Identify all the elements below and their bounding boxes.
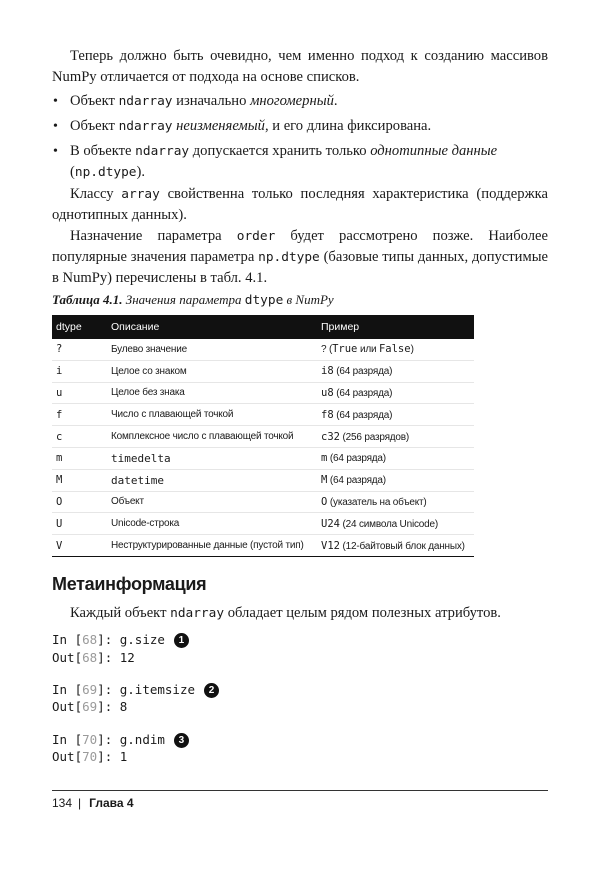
code-output-line: Out[70]: 1 <box>52 749 128 764</box>
cell-description: Целое без знака <box>107 382 317 404</box>
bullet-dot-icon: • <box>53 144 58 159</box>
callout-3-icon: 3 <box>174 733 189 748</box>
chapter-label: Глава 4 <box>89 796 134 810</box>
cell-description: datetime <box>107 469 317 491</box>
cell-dtype: c <box>52 426 107 448</box>
bullet-item-3: • В объекте ndarray допускается хранить только однотипные данные (np.dtype). <box>53 143 498 180</box>
table-row <box>52 339 474 360</box>
array-class-paragraph: Классу array свойственна только последняя характеристика (поддержка однотипных данных). <box>52 186 548 223</box>
cell-description: Unicode-строка <box>107 513 317 535</box>
code-input-line: In [70]: g.ndim 3 <box>52 732 189 748</box>
order-paragraph: Назначение параметра order будет рассмотрено позже. Наиболее популярные значения параметра np.dtype (базовые типы данных, допустимые в NumPy) перечислены в табл. 4.1. <box>52 228 549 286</box>
callout-2-icon: 2 <box>204 683 219 698</box>
callout-1-icon: 1 <box>174 633 189 648</box>
dtype-table <box>52 315 474 557</box>
cell-dtype: ? <box>52 339 107 360</box>
table-row <box>52 360 474 382</box>
cell-example: u8 (64 разряда) <box>317 382 474 404</box>
table-row <box>52 426 474 448</box>
section-heading: Метаинформация <box>52 574 207 594</box>
table-row <box>52 382 474 404</box>
section-paragraph: Каждый объект ndarray обладает целым рядом полезных атрибутов. <box>70 605 501 621</box>
cell-description: timedelta <box>107 447 317 469</box>
cell-example: f8 (64 разряда) <box>317 404 474 426</box>
intro-paragraph <box>52 46 548 88</box>
cell-example: i8 (64 разряда) <box>317 360 474 382</box>
table-row <box>52 535 474 557</box>
cell-dtype: O <box>52 491 107 513</box>
header-example: Пример <box>317 315 474 339</box>
table-caption: Таблица 4.1. Значения параметра dtype в NumPy <box>52 292 334 308</box>
cell-example: O (указатель на объект) <box>317 491 474 513</box>
bullet-item-1: • Объект ndarray изначально многомерный. <box>70 91 540 112</box>
footer-separator: | <box>78 796 82 810</box>
cell-example: m (64 разряда) <box>317 447 474 469</box>
bullet-dot-icon: • <box>53 94 58 109</box>
page-footer <box>52 796 134 810</box>
cell-example: c32 (256 разрядов) <box>317 426 474 448</box>
page-number: 134 <box>52 796 73 810</box>
table-row <box>52 513 474 535</box>
bullet-dot-icon: • <box>53 119 58 134</box>
table-row <box>52 469 474 491</box>
cell-dtype: V <box>52 535 107 557</box>
cell-dtype: u <box>52 382 107 404</box>
code-input-line: In [69]: g.itemsize 2 <box>52 682 219 698</box>
footer-divider <box>52 790 548 791</box>
code-output-line: Out[69]: 8 <box>52 699 128 714</box>
table-row <box>52 404 474 426</box>
cell-description: Неструктурированные данные (пустой тип) <box>107 535 317 557</box>
code-output-line: Out[68]: 12 <box>52 650 135 665</box>
cell-dtype: i <box>52 360 107 382</box>
table-row <box>52 447 474 469</box>
cell-description: Целое со знаком <box>107 360 317 382</box>
cell-dtype: m <box>52 447 107 469</box>
cell-example: ? (True или False) <box>317 339 474 360</box>
table-row <box>52 491 474 513</box>
code-input-line: In [68]: g.size 1 <box>52 632 189 648</box>
bullet-item-2: • Объект ndarray неизменяемый, и его длина фиксирована. <box>70 116 540 137</box>
header-description: Описание <box>107 315 317 339</box>
cell-description: Число с плавающей точкой <box>107 404 317 426</box>
header-dtype: dtype <box>52 315 107 339</box>
cell-dtype: f <box>52 404 107 426</box>
cell-description: Комплексное число с плавающей точкой <box>107 426 317 448</box>
cell-dtype: M <box>52 469 107 491</box>
cell-description: Булево значение <box>107 339 317 360</box>
table-header-row <box>52 315 474 339</box>
cell-example: V12 (12-байтовый блок данных) <box>317 535 474 557</box>
cell-description: Объект <box>107 491 317 513</box>
cell-example: M (64 разряда) <box>317 469 474 491</box>
intro-text: Теперь должно быть очевидно, чем именно подход к созданию массивов NumPy отличается от подхода на основе списков. <box>52 48 548 85</box>
cell-dtype: U <box>52 513 107 535</box>
cell-example: U24 (24 символа Unicode) <box>317 513 474 535</box>
